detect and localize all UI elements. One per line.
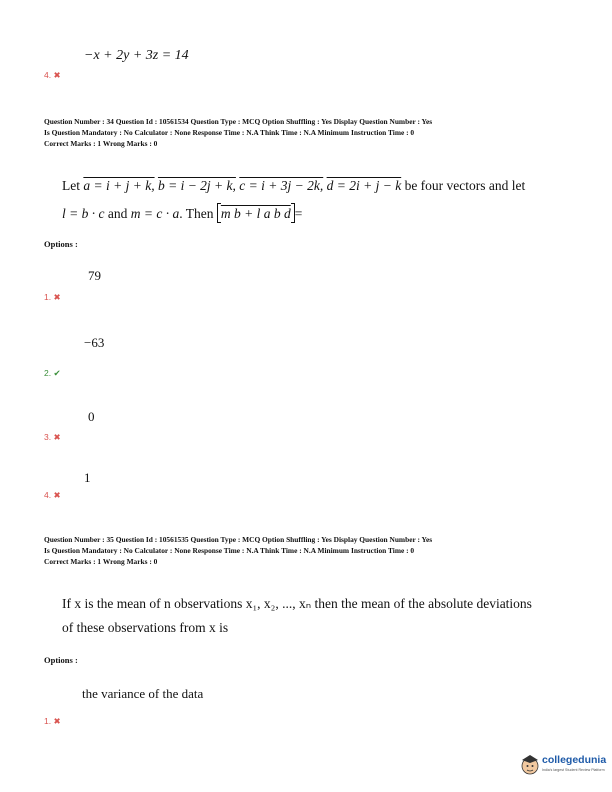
q34-meta-line2: Is Question Mandatory : No Calculator : None Response Time : N.A Think Time : N.A Minimum Instruction Time : 0 bbox=[44, 128, 415, 137]
q34-and: and bbox=[104, 206, 131, 221]
q34-equals: = bbox=[294, 206, 303, 221]
q34-meta bbox=[44, 116, 432, 149]
option-number: 3. bbox=[44, 432, 52, 442]
q35-meta-line2: Is Question Mandatory : No Calculator : None Response Time : N.A Think Time : N.A Minimum Instruction Time : 0 bbox=[44, 546, 415, 555]
q34-m-def: m = c · a bbox=[130, 206, 180, 221]
q35-meta-line3: Correct Marks : 1 Wrong Marks : 0 bbox=[44, 557, 158, 566]
option-number: 2. bbox=[44, 368, 52, 378]
collegedunia-logo bbox=[520, 748, 606, 782]
logo-tagline: India's largest Student Review Platform bbox=[542, 768, 605, 772]
q35-text-line1: If x is the mean of n observations x₁, x₂, ..., xₙ then the mean of the absolute deviations bbox=[62, 596, 532, 611]
option-number: 1. bbox=[44, 716, 52, 726]
prev-option-4 bbox=[44, 70, 61, 81]
q34-meta-line1: Question Number : 34 Question Id : 10561534 Question Type : MCQ Option Shuffling : Yes Display Question Number : Yes bbox=[44, 117, 433, 126]
cross-icon: ✖ bbox=[53, 432, 61, 442]
q34-option-4[interactable] bbox=[44, 490, 61, 501]
q34-text-line2 bbox=[62, 203, 302, 223]
q34-meta-line3: Correct Marks : 1 Wrong Marks : 0 bbox=[44, 139, 158, 148]
check-icon: ✔ bbox=[53, 368, 61, 378]
q34-suffix: be four vectors and let bbox=[404, 178, 526, 193]
q34-vector-c: c = i + 3j − 2k, bbox=[239, 178, 324, 193]
q34-option-3[interactable] bbox=[44, 432, 61, 443]
q35-option-1-value: the variance of the data bbox=[82, 686, 204, 701]
q34-vector-b: b = i − 2j + k, bbox=[157, 178, 236, 193]
q34-vector-a: a = i + j + k, bbox=[83, 178, 155, 193]
q35-options-label: Options : bbox=[44, 655, 78, 665]
q34-let: Let bbox=[62, 178, 84, 193]
q34-option-1-value: 79 bbox=[88, 268, 101, 283]
q34-option-1[interactable] bbox=[44, 292, 61, 303]
q35-option-1[interactable] bbox=[44, 716, 61, 727]
q34-then: . Then bbox=[179, 206, 217, 221]
q34-options-label: Options : bbox=[44, 239, 78, 249]
q34-text-line1 bbox=[62, 178, 525, 194]
q34-bracket-expr: m b + l a b d bbox=[220, 206, 291, 221]
q35-meta-line1: Question Number : 35 Question Id : 10561535 Question Type : MCQ Option Shuffling : Yes Display Question Number : Yes bbox=[44, 535, 433, 544]
q34-option-3-value: 0 bbox=[88, 409, 95, 424]
option-number: 4. bbox=[44, 490, 52, 500]
q35-text-line2: of these observations from x is bbox=[62, 620, 229, 635]
logo-wordmark: collegedunia bbox=[542, 754, 607, 766]
cross-icon: ✖ bbox=[53, 292, 61, 302]
previous-equation: −x + 2y + 3z = 14 bbox=[84, 48, 189, 63]
cross-icon: ✖ bbox=[53, 716, 61, 726]
q34-vector-d: d = 2i + j − k bbox=[326, 178, 402, 193]
q34-l-def: l = b · c bbox=[62, 206, 105, 221]
cross-icon: ✖ bbox=[53, 490, 61, 500]
cross-icon: ✖ bbox=[53, 70, 61, 80]
option-number: 1. bbox=[44, 292, 52, 302]
option-number: 4. bbox=[44, 70, 52, 80]
q34-option-2-value: −63 bbox=[84, 335, 105, 350]
q34-option-4-value: 1 bbox=[84, 470, 91, 485]
q35-meta bbox=[44, 534, 432, 567]
q34-option-2[interactable] bbox=[44, 368, 61, 379]
